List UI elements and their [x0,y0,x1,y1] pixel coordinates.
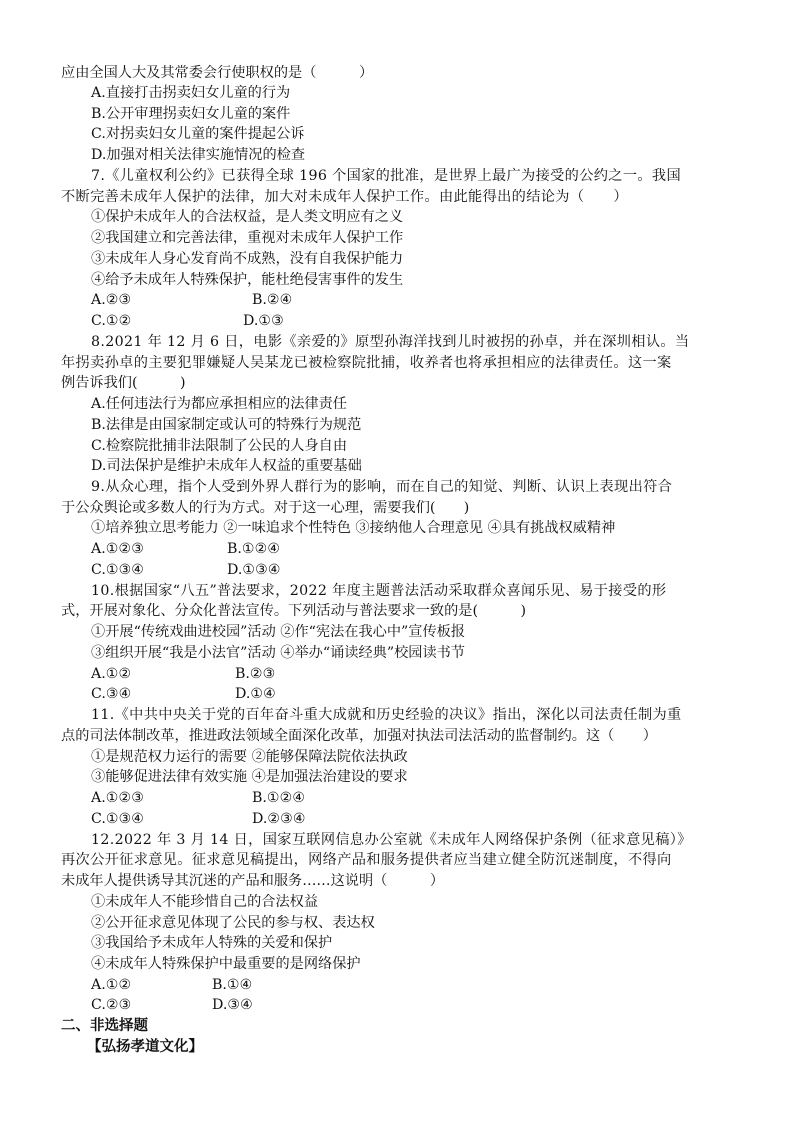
option-8-b: B.法律是由国家制定或认可的特殊行为规范 [91,417,362,433]
question-10-stem-line-2: 式，开展对象化、分众化普法宣传。下列活动与普法要求一致的是( ) [61,603,527,619]
option-10-a: A.①② [91,666,132,682]
option-9-a: A.①②③ [91,541,144,557]
question-9-stem-line-1: 9.从众心理，指个人受到外界人群行为的影响，而在自己的知觉、判断、认识上表现出符合 [91,479,673,495]
option-7-b: B.②④ [252,292,293,308]
question-10-statements-1-2: ①开展“传统戏曲进校园”活动 ②作“宪法在我心中”宣传板报 [91,624,466,640]
question-11-stem-line-2: 点的司法体制改革，推进政法领域全面深化改革，加强对执法司法活动的监督制约。这（ ） [61,728,657,744]
question-11-statements-1-2: ①是规范权力运行的需要 ②能够保障法院依法执政 [91,749,408,765]
question-9-stem-line-2: 于公众舆论或多数人的行为方式。对于这一心理，需要我们( ) [61,500,470,516]
option-12-a: A.①② [91,977,132,993]
option-11-b: B.①②④ [252,790,306,806]
option-10-b: B.②③ [235,666,276,682]
option-11-a: A.①②③ [91,790,144,806]
question-7-statement-4: ④给予未成年人特殊保护，能杜绝侵害事件的发生 [91,272,404,288]
option-8-a: A.任何违法行为都应承担相应的法律责任 [91,396,347,412]
option-12-d: D.③④ [212,997,253,1013]
option-7-a: A.②③ [91,292,132,308]
question-9-statements: ①培养独立思考能力 ②一味追求个性特色 ③接纳他人合理意见 ④具有挑战权威精神 [91,520,616,536]
option-11-c: C.①③④ [91,811,145,827]
question-11-statements-3-4: ③能够促进法律有效实施 ④是加强法治建设的要求 [91,769,408,785]
question-12-statement-3: ③我国给予未成年人特殊的关爱和保护 [91,935,333,951]
question-12-statement-4: ④未成年人特殊保护中最重要的是网络保护 [91,956,361,972]
option-12-c: C.②③ [91,997,132,1013]
subsection-title: 【弘扬孝道文化】 [87,1039,203,1055]
question-6-stem-end: 应由全国人大及其常委会行使职权的是（ ） [61,65,374,81]
question-7-statement-2: ②我国建立和完善法律，重视对未成年人保护工作 [91,230,404,246]
question-12-statement-2: ②公开征求意见体现了公民的参与权、表达权 [91,915,375,931]
option-6-a: A.直接打击拐卖妇女儿童的行为 [91,85,291,101]
option-9-c: C.①③④ [91,562,145,578]
question-8-stem-line-2: 年拐卖孙卓的主要犯罪嫌疑人吴某龙已被检察院批捕，收养者也将承担相应的法律责任。这一案 [61,355,672,371]
question-10-stem-line-1: 10.根据国家“八五”普法要求，2022 年度主题普法活动采取群众喜闻乐见、易于接受的形 [91,583,667,599]
question-12-stem-line-2: 再次公开征求意见。征求意见稿提出，网络产品和服务提供者应当建立健全防沉迷制度，不得向 [61,852,672,868]
question-7-stem-line-1: 7.《儿童权利公约》已获得全球 196 个国家的批准，是世界上最广为接受的公约之一。我国 [91,168,681,184]
question-7-statement-3: ③未成年人身心发育尚不成熟，没有自我保护能力 [91,251,404,267]
question-7-statement-1: ①保护未成年人的合法权益，是人类文明应有之义 [91,209,404,225]
section-title: 二、非选择题 [61,1018,148,1034]
option-7-c: C.①② [91,313,132,329]
option-8-d: D.司法保护是维护未成年人权益的重要基础 [91,458,362,474]
question-10-statements-3-4: ③组织开展“我是小法官”活动 ④举办“诵读经典”校园读书节 [91,645,466,661]
option-6-d: D.加强对相关法律实施情况的检查 [91,147,306,163]
question-8-stem-line-3: 例告诉我们( ) [61,375,186,391]
option-6-b: B.公开审理拐卖妇女儿童的案件 [91,106,291,122]
question-11-stem-line-1: 11.《中共中央关于党的百年奋斗重大成就和历史经验的决议》指出，深化以司法责任制为重 [91,707,682,723]
question-12-statement-1: ①未成年人不能珍惜自己的合法权益 [91,894,319,910]
question-12-stem-line-1: 12.2022 年 3 月 14 日，国家互联网信息办公室就《未成年人网络保护条例（征求意见稿）》 [91,832,692,848]
option-9-b: B.①②④ [227,541,281,557]
option-10-c: C.③④ [91,686,132,702]
option-6-c: C.对拐卖妇女儿童的案件提起公诉 [91,126,305,142]
question-12-stem-line-3: 未成年人提供诱导其沉迷的产品和服务……这说明（ ） [61,873,445,889]
option-10-d: D.①④ [235,686,276,702]
option-12-b: B.①④ [212,977,253,993]
question-7-stem-line-2: 不断完善未成年人保护的法律，加大对未成年人保护工作。由此能得出的结论为（ ） [61,189,628,205]
option-8-c: C.检察院批捕非法限制了公民的人身自由 [91,438,348,454]
option-9-d: D.①③④ [227,562,281,578]
question-8-stem-line-1: 8.2021 年 12 月 6 日，电影《亲爱的》原型孙海洋找到儿时被拐的孙卓，并在深圳相认。当 [91,334,690,350]
option-7-d: D.①③ [243,313,284,329]
option-11-d: D.②③④ [252,811,306,827]
